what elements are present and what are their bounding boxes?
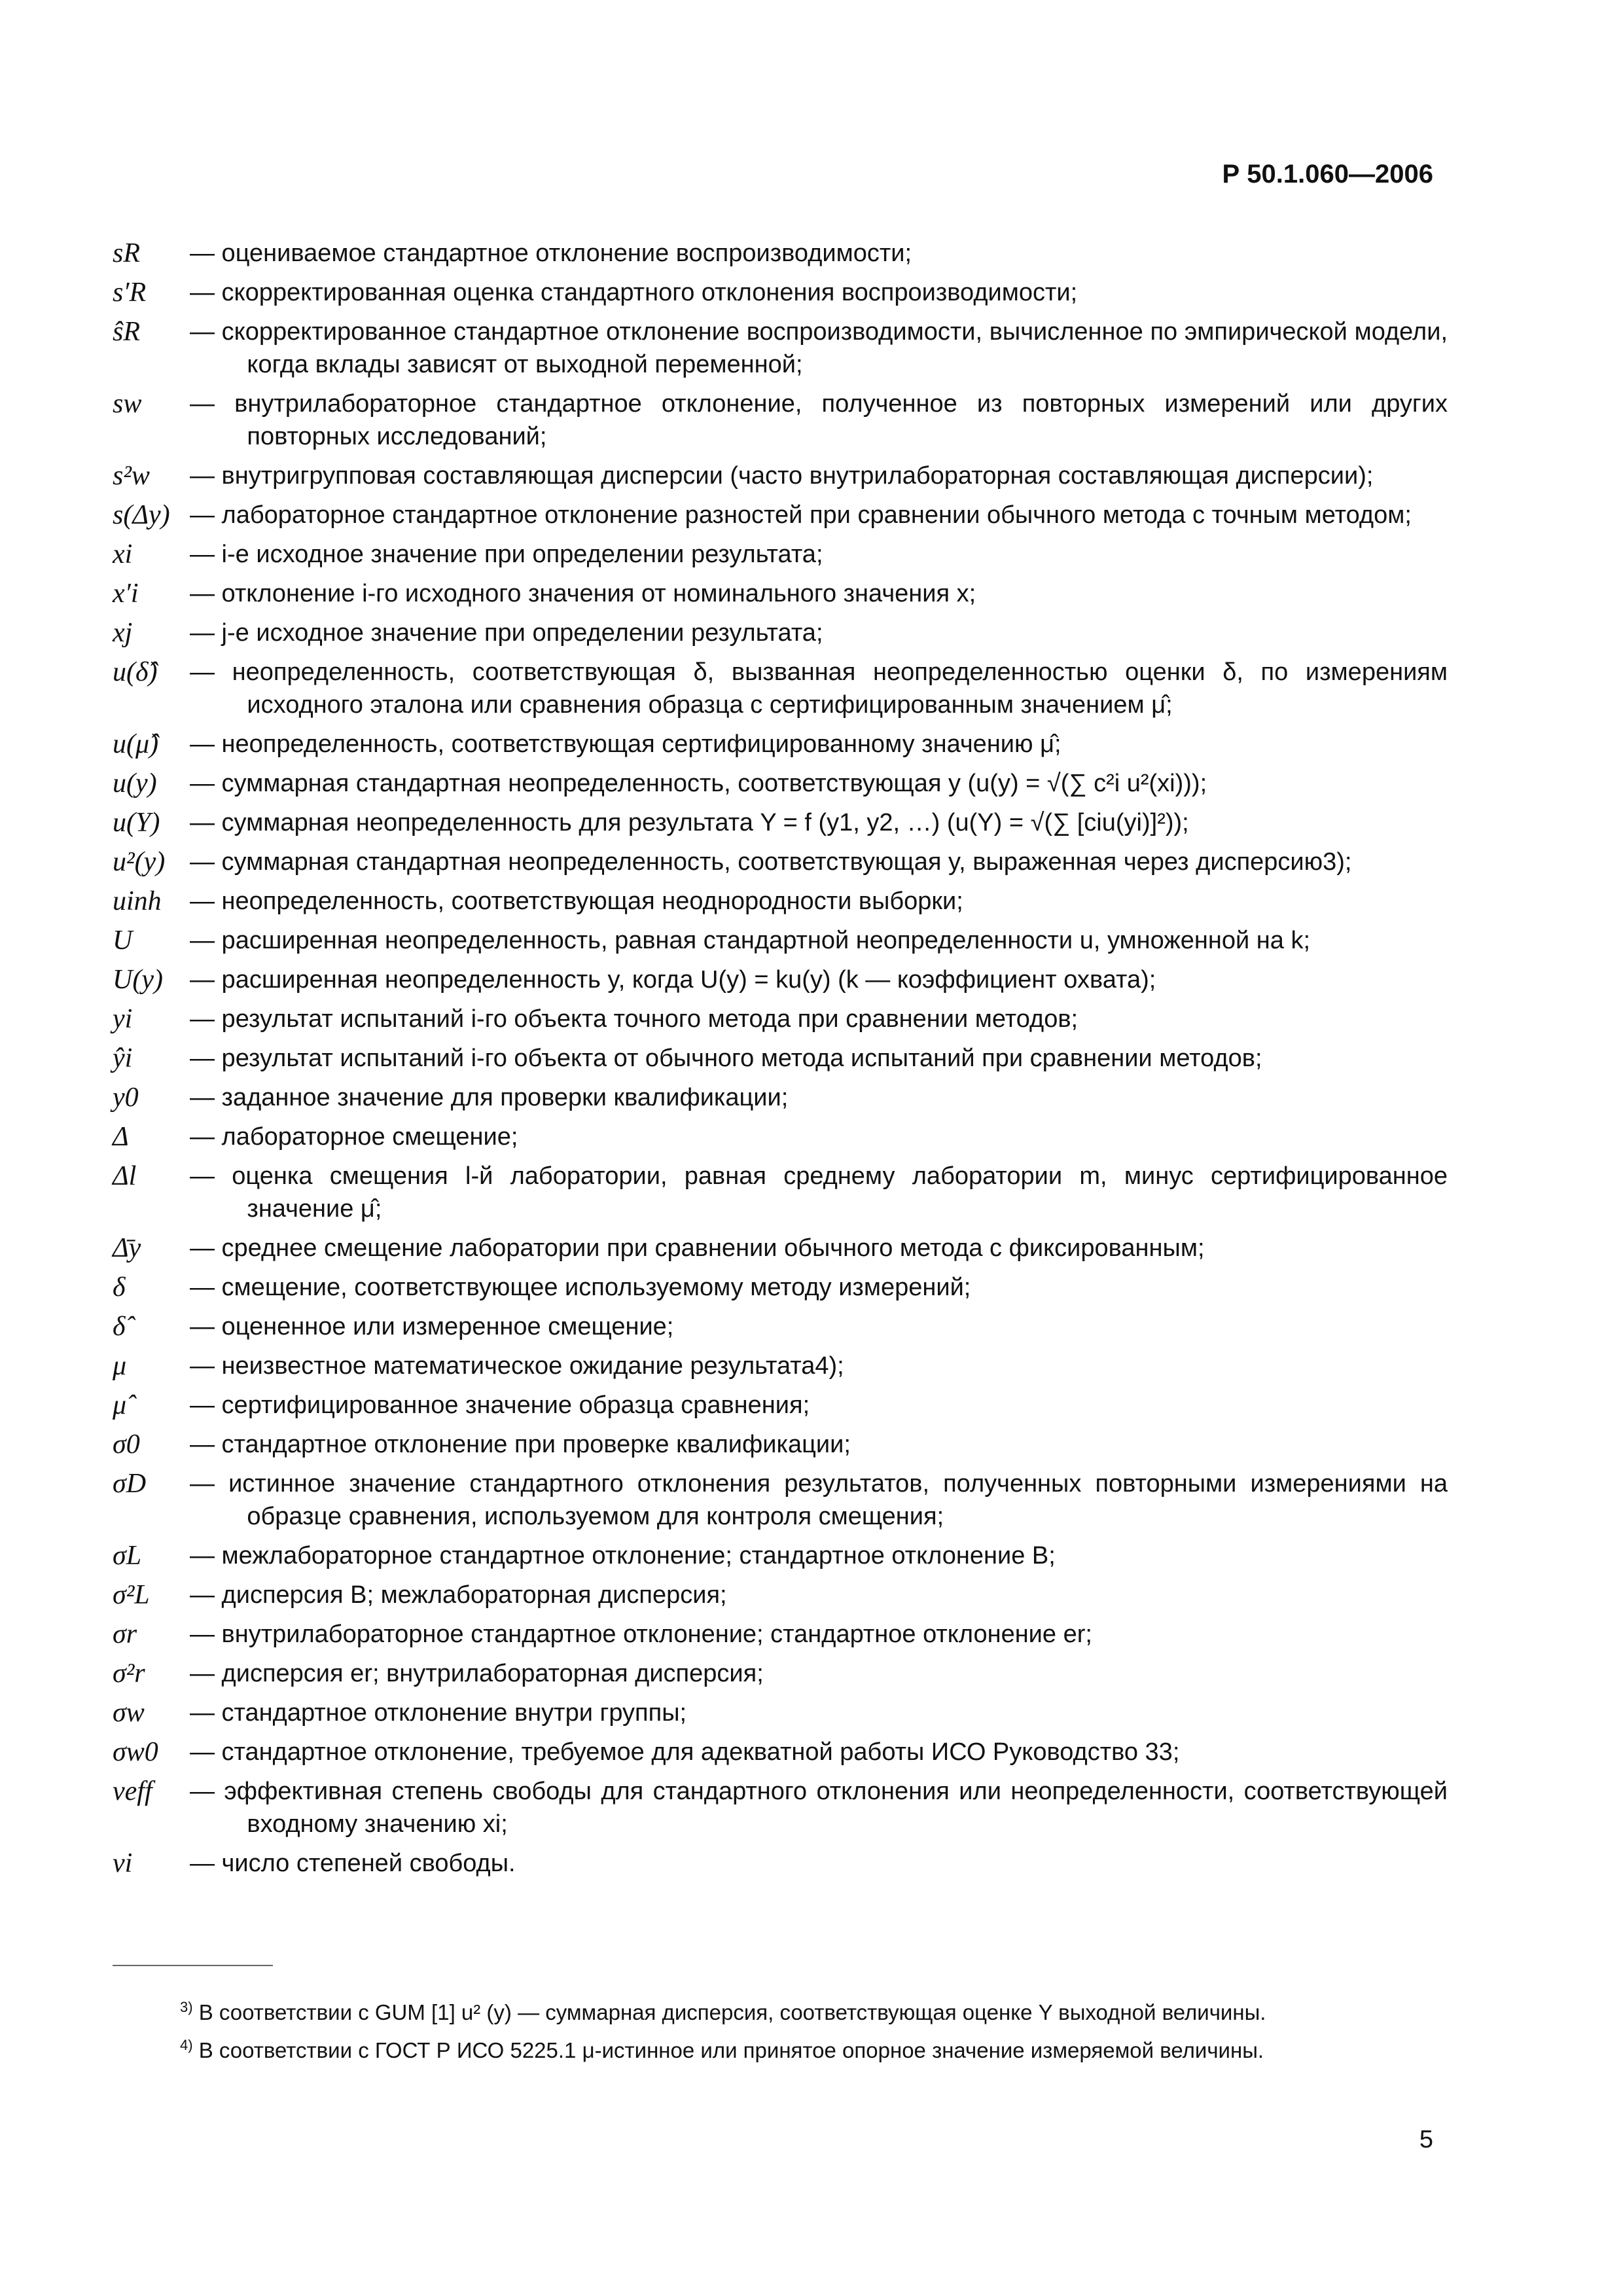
symbol-entry: [113, 1389, 1448, 1422]
symbol-entry: [113, 387, 1448, 453]
symbol-description: — оценка смещения l-й лаборатории, равная среднему лаборатории m, минус сертифицированное значение μ̂;: [190, 1162, 1448, 1223]
symbol-entry: [113, 315, 1448, 381]
symbol-entry: [113, 1428, 1448, 1461]
symbol-description: — среднее смещение лаборатории при сравнении обычного метода с фиксированным;: [190, 1234, 1205, 1262]
symbol-description: — неопределенность, соответствующая δ, вызванная неопределенностью оценки δ, по измерениям исходного эталона или сравнения образца с сертифицированным значением μ̂;: [190, 658, 1448, 719]
symbol: u²(y): [113, 847, 166, 877]
symbol-list: [113, 237, 1448, 1886]
symbol: νi: [113, 1848, 133, 1878]
footnote: [180, 2029, 1443, 2067]
footnote-text: В соответствии с GUM [1] u² (y) — суммарная дисперсия, соответствующая оценке Y выходной величины.: [198, 2000, 1266, 2024]
symbol: Δl: [113, 1161, 137, 1191]
symbol-description: — скорректированное стандартное отклонение воспроизводимости, вычисленное по эмпирической модели, когда вклады зависят от выходной переменной;: [190, 318, 1448, 378]
symbol: s²w: [113, 461, 150, 491]
symbol-entry: [113, 1467, 1448, 1533]
symbol-description: — суммарная неопределенность для результата Y = f (y1, y2, …) (u(Y) = √(∑ [ciu(yi)]²));: [190, 809, 1189, 836]
symbol: u(Y): [113, 808, 160, 838]
symbol-description: — скорректированная оценка стандартного отклонения воспроизводимости;: [190, 279, 1078, 306]
symbol: σD: [113, 1469, 147, 1499]
footnote-divider: [113, 1965, 273, 1966]
symbol-entry: [113, 656, 1448, 721]
symbol-entry: [113, 276, 1448, 309]
symbol-entry: [113, 924, 1448, 957]
symbol: u(y): [113, 768, 157, 798]
symbol-entry: [113, 885, 1448, 918]
symbol-description: — результат испытаний i-го объекта от обычного метода испытаний при сравнении методов;: [190, 1045, 1262, 1072]
document-number: Р 50.1.060—2006: [1222, 160, 1433, 188]
symbol: x′i: [113, 579, 139, 609]
symbol: s′R: [113, 278, 147, 308]
symbol-entry: [113, 1271, 1448, 1304]
symbol-description: — результат испытаний i-го объекта точного метода при сравнении методов;: [190, 1005, 1079, 1033]
symbol-entry: [113, 1003, 1448, 1035]
symbol-description: — неопределенность, соответствующая сертифицированному значению μ̂;: [190, 730, 1061, 758]
symbol-description: — расширенная неопределенность y, когда U(y) = ku(y) (k — коэффициент охвата);: [190, 966, 1156, 994]
page-number: 5: [1419, 2126, 1433, 2153]
symbol-entry: [113, 767, 1448, 800]
symbol-description: — стандартное отклонение, требуемое для адекватной работы ИСО Руководство 33;: [190, 1738, 1180, 1766]
symbol-entry: [113, 1232, 1448, 1265]
footnote-mark: 3): [180, 1999, 193, 2015]
footnote: [180, 1991, 1443, 2029]
symbol-description: — эффективная степень свободы для стандартного отклонения или неопределенности, соответствующей входному значению xi;: [190, 1778, 1448, 1838]
symbol-description: — смещение, соответствующее используемому методу измерений;: [190, 1274, 971, 1301]
symbol-entry: [113, 1350, 1448, 1382]
symbol: sw: [113, 389, 142, 419]
symbol: σ0: [113, 1429, 140, 1460]
symbol-description: — суммарная стандартная неопределенность, соответствующая y (u(y) = √(∑ c²i u²(xi)));: [190, 770, 1207, 797]
symbol-entry: [113, 1618, 1448, 1651]
symbol-description: — неизвестное математическое ожидание результата4);: [190, 1352, 844, 1380]
symbol: ŷi: [113, 1043, 133, 1073]
symbol-description: — оцениваемое стандартное отклонение воспроизводимости;: [190, 240, 912, 267]
symbol-entry: [113, 1160, 1448, 1225]
symbol-description: — истинное значение стандартного отклонения результатов, полученных повторными измерениями на образце сравнения, используемом для контроля смещения;: [190, 1470, 1448, 1530]
symbol-description: — дисперсия er; внутрилабораторная дисперсия;: [190, 1660, 764, 1687]
symbol-entry: [113, 1539, 1448, 1572]
symbol-entry: [113, 1847, 1448, 1880]
symbol: σw0: [113, 1737, 158, 1767]
symbol-entry: [113, 1736, 1448, 1768]
symbol: Δ̄y: [113, 1233, 141, 1263]
symbol-entry: [113, 1121, 1448, 1153]
symbol-entry: [113, 459, 1448, 492]
symbol: σL: [113, 1541, 142, 1571]
symbol-entry: [113, 1696, 1448, 1729]
symbol-description: — i-е исходное значение при определении результата;: [190, 541, 823, 568]
footnotes: [180, 1991, 1443, 2067]
symbol: ŝR: [113, 317, 140, 347]
symbol: xj: [113, 618, 133, 648]
symbol-entry: [113, 1042, 1448, 1075]
symbol-entry: [113, 237, 1448, 270]
symbol: uinh: [113, 886, 162, 916]
symbol-entry: [113, 577, 1448, 610]
symbol: σ²L: [113, 1580, 150, 1610]
symbol-entry: [113, 1775, 1448, 1840]
symbol-entry: [113, 1657, 1448, 1690]
symbol: U: [113, 925, 133, 956]
footnote-text: В соответствии с ГОСТ Р ИСО 5225.1 μ-истинное или принятое опорное значение измеряемой величины.: [198, 2038, 1264, 2062]
symbol-description: — стандартное отклонение внутри группы;: [190, 1699, 687, 1727]
symbol-description: — межлабораторное стандартное отклонение; стандартное отклонение B;: [190, 1542, 1056, 1570]
symbol-description: — отклонение i-го исходного значения от номинального значения x;: [190, 580, 976, 607]
symbol: yi: [113, 1004, 133, 1034]
symbol: σw: [113, 1698, 145, 1728]
symbol: y0: [113, 1083, 139, 1113]
symbol-description: — число степеней свободы.: [190, 1850, 516, 1877]
symbol-description: — внутригрупповая составляющая дисперсии (часто внутрилабораторная составляющая дисперсии);: [190, 462, 1374, 490]
symbol: σr: [113, 1619, 137, 1649]
symbol-entry: [113, 1579, 1448, 1611]
symbol: xi: [113, 539, 133, 569]
symbol-description: — заданное значение для проверки квалификации;: [190, 1084, 789, 1111]
symbol-description: — j-е исходное значение при определении результата;: [190, 619, 823, 647]
symbol-description: — дисперсия B; межлабораторная дисперсия;: [190, 1581, 727, 1609]
symbol-description: — суммарная стандартная неопределенность, соответствующая y, выраженная через дисперсию3);: [190, 848, 1352, 876]
symbol-description: — неопределенность, соответствующая неоднородности выборки;: [190, 888, 963, 915]
symbol-entry: [113, 538, 1448, 571]
symbol-description: — стандартное отклонение при проверке квалификации;: [190, 1431, 851, 1458]
symbol: U(y): [113, 965, 163, 995]
symbol-entry: [113, 963, 1448, 996]
symbol-description: — лабораторное смещение;: [190, 1123, 518, 1151]
symbol-entry: [113, 846, 1448, 878]
symbol-entry: [113, 1081, 1448, 1114]
symbol-entry: [113, 617, 1448, 649]
symbol: νeff: [113, 1776, 152, 1806]
symbol-description: — оцененное или измеренное смещение;: [190, 1313, 674, 1340]
symbol-description: — внутрилабораторное стандартное отклонение; стандартное отклонение er;: [190, 1621, 1092, 1648]
symbol: δ: [113, 1272, 126, 1302]
symbol: μ̂: [113, 1390, 127, 1420]
symbol: s(Δy): [113, 500, 170, 530]
symbol-entry: [113, 1310, 1448, 1343]
symbol-entry: [113, 728, 1448, 761]
symbol-description: — сертифицированное значение образца сравнения;: [190, 1391, 810, 1419]
symbol-description: — расширенная неопределенность, равная стандартной неопределенности u, умноженной на k;: [190, 927, 1311, 954]
symbol: u(μ̂): [113, 729, 159, 759]
symbol: u(δ̂): [113, 657, 158, 687]
symbol: σ²r: [113, 1659, 145, 1689]
symbol: Δ: [113, 1122, 129, 1152]
symbol-entry: [113, 499, 1448, 531]
symbol: δ̂: [113, 1312, 126, 1342]
footnote-mark: 4): [180, 2037, 193, 2053]
symbol-description: — лабораторное стандартное отклонение разностей при сравнении обычного метода с точным методом;: [190, 501, 1412, 529]
symbol: sR: [113, 238, 140, 268]
symbol-description: — внутрилабораторное стандартное отклонение, полученное из повторных измерений или других повторных исследований;: [190, 390, 1448, 450]
symbol-entry: [113, 806, 1448, 839]
symbol: μ: [113, 1351, 127, 1381]
